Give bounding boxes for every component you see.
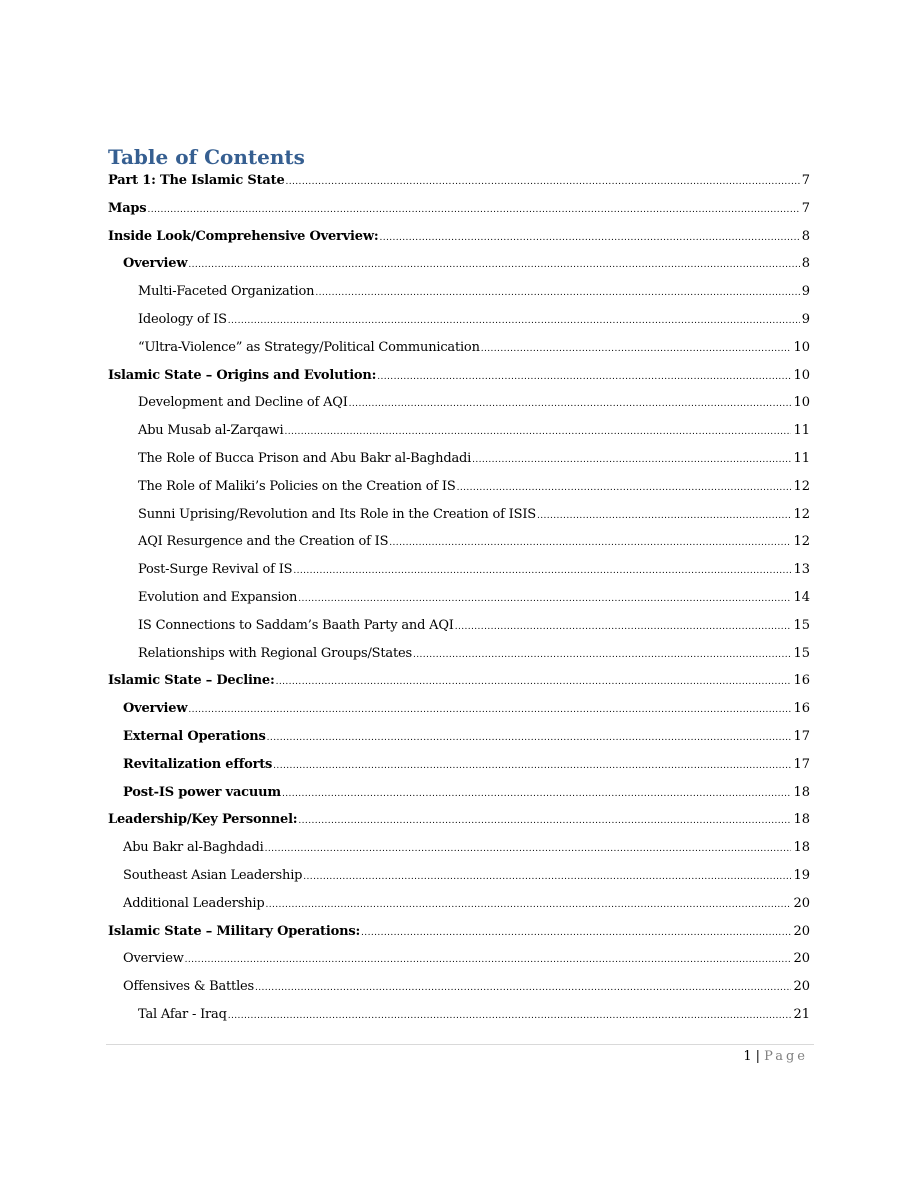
toc-entry[interactable] <box>108 366 810 394</box>
toc-entry-page-number: 18 <box>793 840 810 856</box>
toc-entry-label: Islamic State – Origins and Evolution: <box>108 367 377 383</box>
toc-dot-leader <box>298 811 791 831</box>
toc-entry-page-number: 7 <box>801 173 810 188</box>
toc-dot-leader <box>361 923 791 943</box>
toc-entry-page-number: 20 <box>793 979 810 995</box>
toc-dot-leader <box>228 1006 792 1026</box>
toc-entry-label: IS Connections to Saddam’s Baath Party and AQI <box>138 617 454 633</box>
toc-entry-page-number: 20 <box>793 895 810 911</box>
toc-entry-label: Abu Musab al-Zarqawi <box>138 423 284 439</box>
toc-entry-label: Maps <box>108 200 147 216</box>
toc-entry[interactable] <box>108 254 810 282</box>
toc-entry-page-number: 12 <box>793 478 810 494</box>
toc-dot-leader <box>276 672 792 692</box>
toc-entry-page-number: 10 <box>793 367 810 383</box>
toc-entry[interactable] <box>108 644 810 672</box>
toc-dot-leader <box>188 255 799 275</box>
toc-entry-label: Post-Surge Revival of IS <box>138 562 293 578</box>
toc-entry-page-number: 11 <box>793 423 810 439</box>
toc-dot-leader <box>377 367 791 387</box>
toc-entry-label: “Ultra-Violence” as Strategy/Political Communication <box>138 339 480 355</box>
toc-entry-page-number: 19 <box>793 867 810 883</box>
footer-divider <box>106 1044 814 1045</box>
toc-dot-leader <box>188 700 791 720</box>
toc-title: Table of Contents <box>108 145 305 169</box>
toc-entry-label: Abu Bakr al-Baghdadi <box>123 840 264 856</box>
toc-entry[interactable] <box>108 421 810 449</box>
toc-entry[interactable] <box>108 894 810 922</box>
toc-entry-page-number: 17 <box>793 728 810 744</box>
toc-dot-leader <box>379 228 799 248</box>
toc-dot-leader <box>282 784 791 804</box>
toc-entry-label: Part 1: The Islamic State <box>108 173 285 188</box>
toc-entry[interactable] <box>108 977 810 1005</box>
toc-dot-leader <box>293 561 791 581</box>
toc-entry-label: Ideology of IS <box>138 311 227 327</box>
toc-dot-leader <box>265 839 792 859</box>
toc-entry-label: Tal Afar - Iraq <box>138 1006 227 1022</box>
toc-entry-label: Overview <box>123 256 188 272</box>
toc-entry-label: The Role of Bucca Prison and Abu Bakr al-Baghdadi <box>138 450 472 466</box>
toc-entry-label: Post-IS power vacuum <box>123 784 281 800</box>
toc-dot-leader <box>265 895 791 915</box>
toc-entry[interactable] <box>108 310 810 338</box>
toc-entry-label: Relationships with Regional Groups/States <box>138 645 412 661</box>
toc-dot-leader <box>228 311 800 331</box>
toc-entry-label: Sunni Uprising/Revolution and Its Role in the Creation of ISIS <box>138 506 536 522</box>
toc-entry-page-number: 20 <box>793 951 810 967</box>
toc-entry-page-number: 12 <box>793 506 810 522</box>
toc-entry-label: Development and Decline of AQI <box>138 395 348 411</box>
toc-dot-leader <box>389 533 791 553</box>
toc-entry-page-number: 9 <box>801 284 810 300</box>
toc-dot-leader <box>298 589 791 609</box>
toc-dot-leader <box>185 950 792 970</box>
toc-entry-page-number: 8 <box>801 256 810 272</box>
toc-entry-page-number: 16 <box>793 701 810 717</box>
toc-entry-page-number: 9 <box>801 311 810 327</box>
toc-entry[interactable] <box>108 171 810 199</box>
toc-entry-page-number: 7 <box>801 200 810 216</box>
toc-entry-page-number: 18 <box>793 812 810 828</box>
toc-entry-label: Islamic State – Decline: <box>108 673 275 689</box>
toc-entry-page-number: 16 <box>793 673 810 689</box>
toc-entry-page-number: 21 <box>793 1006 810 1022</box>
toc-entry-page-number: 14 <box>793 589 810 605</box>
toc-entry-label: Leadership/Key Personnel: <box>108 812 298 828</box>
toc-entry[interactable] <box>108 199 810 227</box>
toc-entry[interactable] <box>108 588 810 616</box>
toc-entry-label: External Operations <box>123 728 266 744</box>
toc-dot-leader <box>286 172 800 192</box>
toc-entry-page-number: 8 <box>801 228 810 244</box>
toc-entry[interactable] <box>108 616 810 644</box>
toc-entry-label: Overview <box>123 951 184 967</box>
toc-entry-label: Revitalization efforts <box>123 756 273 772</box>
toc-entry[interactable] <box>108 949 810 977</box>
toc-entry[interactable] <box>108 866 810 894</box>
toc-dot-leader <box>255 978 791 998</box>
toc-entry[interactable] <box>108 560 810 588</box>
toc-entry-page-number: 15 <box>793 645 810 661</box>
toc-entry[interactable] <box>108 727 810 755</box>
toc-dot-leader <box>273 756 791 776</box>
toc-entry-label: AQI Resurgence and the Creation of IS <box>138 534 389 550</box>
toc-entry-label: The Role of Maliki’s Policies on the Creation of IS <box>138 478 456 494</box>
toc-dot-leader <box>267 728 792 748</box>
page-footer <box>743 1047 808 1067</box>
toc-entry[interactable] <box>108 783 810 811</box>
toc-dot-leader <box>413 645 791 665</box>
toc-entry-page-number: 12 <box>793 534 810 550</box>
toc-entry-page-number: 18 <box>793 784 810 800</box>
toc-entry-label: Inside Look/Comprehensive Overview: <box>108 228 379 244</box>
toc-entry[interactable] <box>108 922 810 950</box>
toc-entry-page-number: 10 <box>793 339 810 355</box>
toc-entry-page-number: 15 <box>793 617 810 633</box>
toc-entry-page-number: 10 <box>793 395 810 411</box>
footer-page-number: 1 <box>743 1049 752 1064</box>
toc-entry[interactable] <box>108 671 810 699</box>
toc-dot-leader <box>315 283 799 303</box>
toc-entry-page-number: 13 <box>793 562 810 578</box>
toc-entry[interactable] <box>108 699 810 727</box>
toc-list <box>108 171 810 1033</box>
toc-dot-leader <box>284 422 791 442</box>
toc-entry-label: Evolution and Expansion <box>138 589 298 605</box>
toc-entry[interactable] <box>108 505 810 533</box>
toc-entry-page-number: 11 <box>793 450 810 466</box>
footer-separator: | <box>755 1049 761 1064</box>
toc-entry[interactable] <box>108 227 810 255</box>
toc-entry[interactable] <box>108 838 810 866</box>
toc-dot-leader <box>537 506 791 526</box>
toc-entry[interactable] <box>108 477 810 505</box>
toc-dot-leader <box>455 617 792 637</box>
toc-entry-label: Offensives & Battles <box>123 979 254 995</box>
toc-dot-leader <box>349 394 792 414</box>
toc-dot-leader <box>147 200 799 220</box>
toc-entry[interactable] <box>108 393 810 421</box>
toc-entry[interactable] <box>108 755 810 783</box>
toc-entry[interactable] <box>108 449 810 477</box>
toc-entry[interactable] <box>108 810 810 838</box>
toc-entry[interactable] <box>108 532 810 560</box>
toc-entry-page-number: 17 <box>793 756 810 772</box>
toc-entry-label: Multi-Faceted Organization <box>138 284 315 300</box>
toc-dot-leader <box>457 478 792 498</box>
toc-dot-leader <box>472 450 791 470</box>
toc-entry[interactable] <box>108 338 810 366</box>
toc-dot-leader <box>481 339 792 359</box>
toc-entry[interactable] <box>108 282 810 310</box>
toc-entry-label: Islamic State – Military Operations: <box>108 923 361 939</box>
toc-entry-page-number: 20 <box>793 923 810 939</box>
toc-entry-label: Southeast Asian Leadership <box>123 867 303 883</box>
toc-dot-leader <box>303 867 791 887</box>
toc-entry[interactable] <box>108 1005 810 1033</box>
toc-entry-label: Additional Leadership <box>123 895 265 911</box>
toc-entry-label: Overview <box>123 701 188 717</box>
footer-page-word: Page <box>764 1049 808 1064</box>
